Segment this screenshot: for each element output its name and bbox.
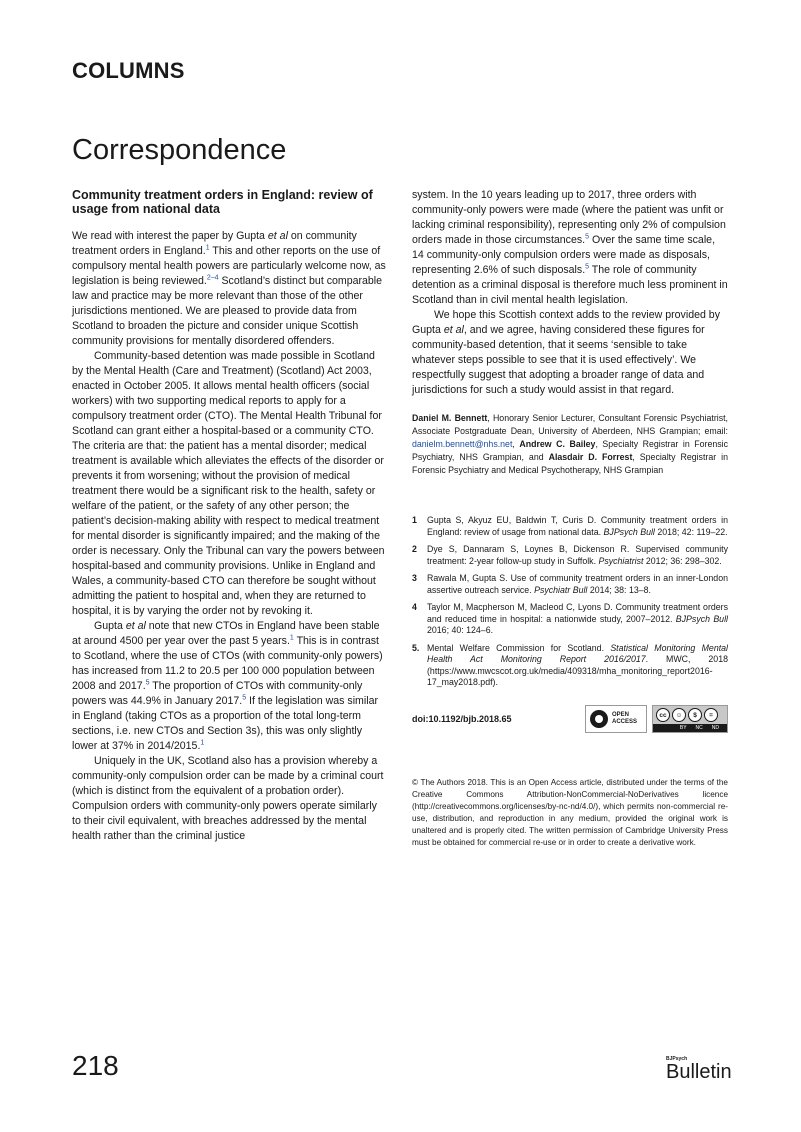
- article-title: Community treatment orders in England: review of usage from national data: [72, 188, 373, 216]
- paragraph-2: Community-based detention was made possible in Scotland by the Mental Health (Care and Treatment) (Scotland) Act 2003, enacted in October 2005. It allows mental health officers (social workers) with two supporting medical reports to apply for a compulsory treatment order (CTO). The Mental Health Tribunal for Scotland can grant either a hospital-based or a community CTO. The criteria are that: the patient has a mental disorder; medical treatment is available which alleviates the effects of the disorder or prevents it from worsening; without the provision of medical treatment there would be a significant risk to the health, safety or welfare of the patient, or the safety of any other person; the patient’s decision-making ability with respect to medical treatment for mental disorder is significantly impaired; and the making of the order is necessary. Only the Tribunal can vary the powers between hospital-based and community provisions. Unlike in England and Wales, a community-based CTO can therefore be sought without admitting the patient to hospital and, when they are returned to hospital, it is by varying the order not by revoking it.: [72, 350, 385, 617]
- citation-ref[interactable]: 5: [585, 233, 590, 241]
- journal-logo: BJPsych Bulletin: [666, 1056, 732, 1083]
- cc-labels: BY NC ND: [653, 724, 727, 732]
- doi-row: [412, 705, 728, 737]
- cc-by-icon: ☺: [672, 708, 686, 722]
- paragraph-4: Uniquely in the UK, Scotland also has a provision whereby a community-only compulsion order can be made by a criminal court (which is distinct from the equivalent of a probation order). Compulsion orders with community-only powers operate similarly to their civil equivalent, with breaches addressed by the mental health rather than the criminal justice: [72, 755, 384, 842]
- cc-icon: cc: [656, 708, 670, 722]
- doi-link[interactable]: doi:10.1192/bjb.2018.65: [412, 713, 512, 724]
- open-access-badge: [585, 705, 647, 733]
- paragraph-3: Gupta et al note that new CTOs in England have been stable at around 4500 per year over the past 5 years.$^1$ This is in contrast to Scotland, where the use of CTOs (with community-only powers) has increased from 11.2 to 20.5 per 100 000 population between 2008 and 2017.$^5$ The proportion of CTOs with community-only powers was 44.9% in January 2017.$^5$ If the legislation was similar in England (taking CTOs as a proportion of the total long-term sections, i.e. new CTOs and Section 3s), this was only slightly lower at 37% in 2014/2015.$^1$: [72, 620, 383, 752]
- citation-ref[interactable]: 5: [585, 263, 590, 271]
- citation-ref[interactable]: 2–4: [206, 274, 219, 282]
- reference-list: [412, 515, 728, 689]
- reference-item: 4 Taylor M, Macpherson M, Macleod C, Lyons D. Community treatment orders and reduced time in hospital: a nationwide study, 2007–2012. BJPsych Bull 2016; 40: 124–6.: [412, 602, 728, 635]
- page-heading: Correspondence: [72, 134, 287, 166]
- reference-item: 1 Gupta S, Akyuz EU, Baldwin T, Curis D. Community treatment orders in England: review of usage from national data. BJPsych Bull 2018; 42: 119–22.: [412, 515, 728, 537]
- paragraph-1: We read with interest the paper by Gupta et al on community treatment orders in England.$^1$ This and other reports on the use of compulsory mental health powers are particularly welcome now, as legislation is being reviewed.$^{2-4}$ Scotland’s distinct but comparable law and practice may be more relevant than those of the other jurisdictions mentioned. We are pleased to provide data from Scotland to broaden the picture and consider unique Scottish community provisions for mentally disordered offenders.: [72, 230, 386, 347]
- open-access-icon: [590, 710, 608, 728]
- right-column: [412, 188, 728, 849]
- citation-ref[interactable]: 5: [145, 679, 150, 687]
- license-statement: © The Authors 2018. This is an Open Access article, distributed under the terms of the Creative Commons Attribution-NonCommercial-NoDerivatives licence (http://creativecommons.org/licenses/by-nc-nd/4.0/), which permits non-commercial re-use, distribution, and reproduction in any medium, provided the original work is unaltered and is properly cited. The written permission of Cambridge University Press must be obtained for commercial re-use or in order to create a derivative work.: [412, 777, 728, 847]
- citation-ref[interactable]: 1: [200, 739, 205, 747]
- reference-item: 3 Rawala M, Gupta S. Use of community treatment orders in an inner-London assertive outreach service. Psychiatr Bull 2014; 38: 13–8.: [412, 573, 728, 595]
- creative-commons-badge[interactable]: [652, 705, 728, 733]
- citation-ref[interactable]: 1: [289, 634, 294, 642]
- reference-item: 2 Dye S, Dannaram S, Loynes B, Dickenson R. Supervised community treatment: 2-year follow-up study in Suffolk. Psychiatrist 2012; 36: 298–302.: [412, 544, 728, 566]
- page-number: 218: [72, 1050, 119, 1081]
- citation-ref[interactable]: 1: [205, 244, 210, 252]
- citation-ref[interactable]: 5: [242, 694, 247, 702]
- cc-nc-icon: $: [688, 708, 702, 722]
- author-email-link[interactable]: danielm.bennett@nhs.net: [412, 439, 513, 449]
- reference-item: 5. Mental Welfare Commission for Scotland. Statistical Monitoring Mental Health Act Monitoring Report 2016/2017. MWC, 2018 (https://www.mwcscot.org.uk/media/409318/mha_monitoring_report2016-17_may2018.pdf).: [412, 642, 728, 687]
- left-column: [72, 188, 388, 844]
- author-affiliations: Daniel M. Bennett, Honorary Senior Lecturer, Consultant Forensic Psychiatrist, Associate Postgraduate Dean, University of Aberdeen, NHS Grampian; email: danielm.bennett@nhs.net, Andrew C. Bailey, Specialty Registrar in Forensic Psychiatry, NHS Grampian, and Alasdair D. Forrest, Specialty Registrar in Forensic Psychiatry and Medical Psychotherapy, NHS Grampian: [412, 413, 728, 475]
- section-label: COLUMNS: [72, 58, 185, 83]
- paragraph-6: We hope this Scottish context adds to the review provided by Gupta et al, and we agree, having considered these figures for community-based detention, that it seems ‘sensible to take whatever steps possible to see that it is used effectively’. We respectfully suggest that adopting a broader range of data and jurisdictions for such a study would assist in that regard.: [412, 309, 720, 396]
- cc-nd-icon: =: [704, 708, 718, 722]
- paragraph-5: system. In the 10 years leading up to 2017, three orders with community-only powers were made (where the patient was unfit or lacking criminal responsibility), representing only 2% of compulsion orders made in those circumstances.$^5$ Over the same time scale, 14 community-only compulsion orders were made as disposals, representing 2.6% of such disposals.$^5$ The role of community detention as a criminal disposal is therefore much less prominent in Scotland than in civil mental health legislation.: [412, 189, 728, 306]
- open-access-label: OPEN ACCESS: [612, 711, 638, 725]
